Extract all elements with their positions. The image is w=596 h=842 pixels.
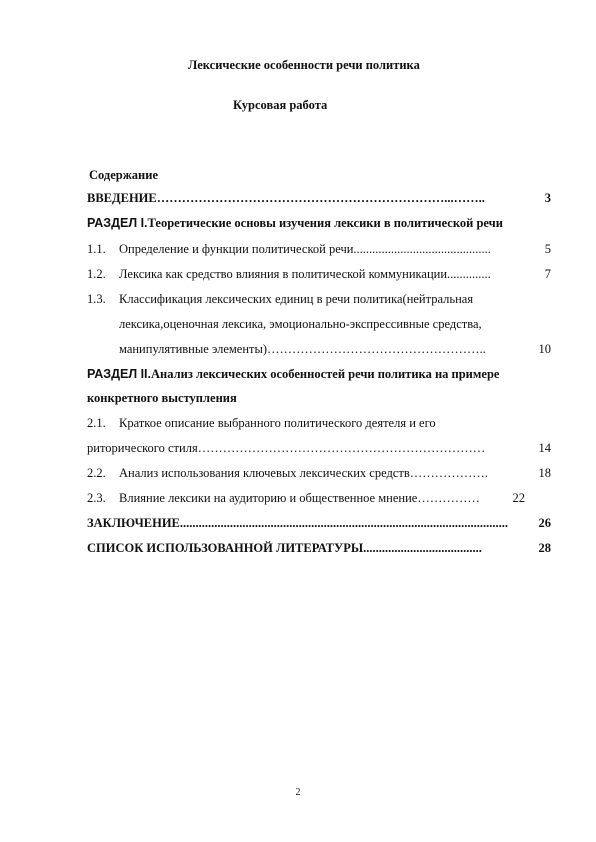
toc-leader: ..............: [447, 267, 491, 281]
toc-entry-introduction[interactable]: [87, 191, 551, 206]
toc-entry-text: Анализ использования ключевых лексических средств: [119, 466, 410, 480]
toc-entry-2-1[interactable]: [87, 416, 551, 431]
section-prefix: РАЗДЕЛ I.: [87, 216, 148, 230]
toc-entry-text: риторического стиля: [87, 441, 198, 455]
toc-entry-2-2[interactable]: [87, 466, 551, 481]
toc-entry-1-1[interactable]: [87, 242, 551, 257]
toc-page-number: 10: [538, 342, 551, 356]
toc-entry-number: 1.3.: [87, 292, 106, 306]
toc-page-number: 28: [538, 541, 551, 555]
toc-leader: ……………………………………………………………: [197, 441, 486, 455]
toc-leader: ……………………………………………………………...……..: [156, 191, 485, 205]
toc-leader: .........................................................................................................: [179, 516, 509, 530]
document-title: Лексические особенности речи политика: [188, 58, 420, 72]
toc-page-number: 7: [544, 267, 551, 281]
toc-entry-text: манипулятивные элементы): [119, 342, 268, 356]
toc-entry-2-1-line2[interactable]: [87, 441, 551, 456]
toc-entry-text: Классификация лексических единиц в речи политика(нейтральная: [119, 292, 474, 306]
toc-page-number: 3: [544, 191, 551, 205]
toc-entry-text: Лексика как средство влияния в политической коммуникации: [119, 267, 448, 281]
toc-entry-text: Краткое описание выбранного политического деятеля и его: [119, 416, 436, 430]
section-prefix: РАЗДЕЛ II.: [87, 367, 152, 381]
toc-entry-number: 1.2.: [87, 267, 106, 281]
toc-page-number: 18: [538, 466, 551, 480]
toc-entry-1-2[interactable]: [87, 267, 551, 282]
toc-entry-2-3[interactable]: [87, 491, 525, 506]
toc-entry-number: 2.2.: [87, 466, 106, 480]
toc-heading: Содержание: [89, 168, 159, 182]
toc-page-number: 14: [538, 441, 551, 455]
toc-entry-1-3-line3[interactable]: [119, 342, 551, 357]
toc-entry-text: Влияние лексики на аудиторию и общественное мнение: [119, 491, 418, 505]
toc-leader: ......................................: [363, 541, 482, 555]
toc-entry-number: 2.3.: [87, 491, 106, 505]
toc-section-1-heading[interactable]: [87, 216, 551, 231]
toc-section-2-heading[interactable]: [87, 367, 551, 382]
toc-entry-text: Определение и функции политической речи: [119, 242, 354, 256]
toc-entry-label: ВВЕДЕНИЕ: [87, 191, 157, 205]
toc-entry-number: 2.1.: [87, 416, 106, 430]
toc-entry-number: 1.1.: [87, 242, 106, 256]
section-title: Теоретические основы изучения лексики в политической речи: [147, 216, 503, 230]
toc-entry-1-3[interactable]: [87, 292, 551, 307]
toc-page-number: 5: [544, 242, 551, 256]
toc-leader: ............................................: [353, 242, 491, 256]
toc-leader: ……………: [417, 491, 480, 505]
toc-entry-label: ЗАКЛЮЧЕНИЕ: [87, 516, 180, 530]
section-title-line2: конкретного выступления: [87, 391, 237, 405]
toc-entry-conclusion[interactable]: [87, 516, 551, 531]
toc-page-number: 22: [512, 491, 525, 505]
section-title: Анализ лексических особенностей речи политика на примере: [151, 367, 500, 381]
toc-entry-references[interactable]: [87, 541, 551, 556]
toc-entry-label: СПИСОК ИСПОЛЬЗОВАННОЙ ЛИТЕРАТУРЫ: [87, 541, 364, 555]
page-number: 2: [295, 787, 301, 798]
toc-leader: ……………….: [409, 466, 488, 480]
toc-page-number: 26: [538, 516, 551, 530]
toc-leader: ……………………………………………..: [267, 342, 486, 356]
document-subtitle: Курсовая работа: [233, 98, 328, 112]
toc-entry-1-3-line2: лексика,оценочная лексика, эмоционально-экспрессивные средства,: [119, 317, 482, 331]
